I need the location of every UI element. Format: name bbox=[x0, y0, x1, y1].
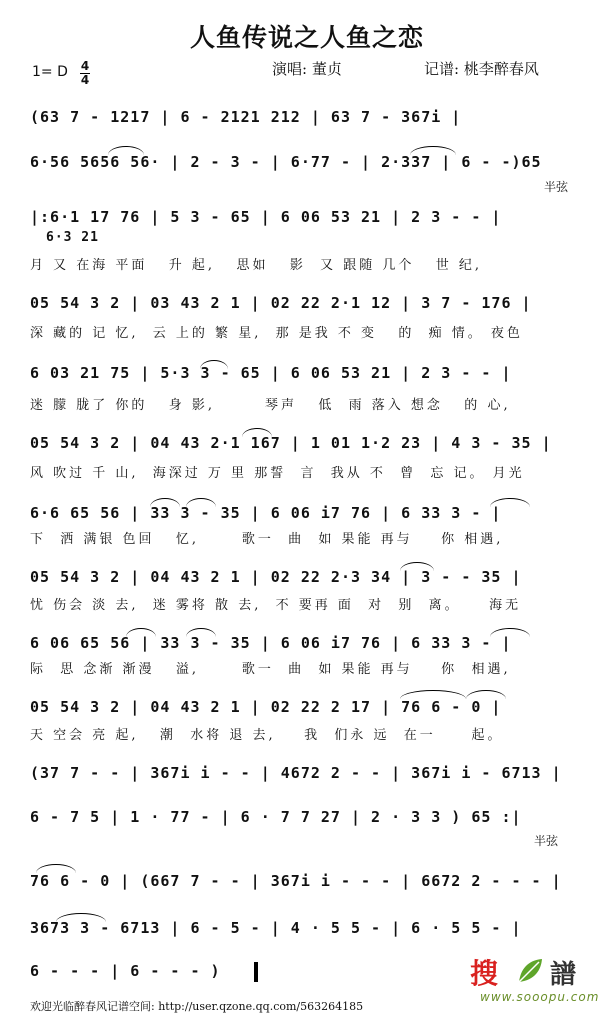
notation-line: 05 54 3 2 | 04 43 2 1 | 02 22 2 17 | 76 6 - 0 | bbox=[30, 698, 502, 716]
score-row bbox=[30, 206, 582, 228]
lyric-line: 月 又 在海 平面 升 起, 思如 影 又 跟随 几个 世 纪, bbox=[30, 258, 483, 273]
footer-text: 欢迎光临醉春风记谱空间: http://user.qzone.qq.com/563264185 bbox=[30, 1000, 364, 1013]
lyric-line: 风 吹过 千 山, 海深过 万 里 那誓 言 我从 不 曾 忘 记。 月光 bbox=[30, 466, 525, 481]
notation-line: 05 54 3 2 | 03 43 2 1 | 02 22 2·1 12 | 3 7 - 176 | bbox=[30, 294, 532, 312]
notation-line: 05 54 3 2 | 04 43 2·1 167 | 1 01 1·2 23 | 4 3 - 35 | bbox=[30, 434, 552, 452]
side-note: 半弦 bbox=[534, 834, 559, 848]
slur-mark bbox=[410, 146, 456, 155]
singer-credit: 演唱: 董贞 bbox=[272, 60, 342, 78]
notation-line: 6 06 65 56 | 33 3 - 35 | 6 06 i7 76 | 6 33 3 - | bbox=[30, 634, 512, 652]
score-row bbox=[30, 362, 582, 384]
notation-line: 6·56 5656 56· | 2 - 3 - | 6·77 - | 2·337 | 6 - -)65 bbox=[30, 153, 542, 171]
notation-line: (37 7 - - | 367i i - - | 4672 2 - - | 367i i - 6713 | bbox=[30, 764, 562, 782]
notation-line: |:6·1 17 76 | 5 3 - 65 | 6 06 53 21 | 2 3 - - | bbox=[30, 208, 502, 226]
final-barline bbox=[254, 962, 258, 982]
logo-left-char: 搜 bbox=[470, 957, 499, 990]
notation-line: 6 - 7 5 | 1 · 77 - | 6 · 7 7 27 | 2 · 3 3 ) 65 :| bbox=[30, 808, 522, 826]
slur-mark bbox=[400, 690, 466, 699]
score-row bbox=[30, 566, 582, 588]
site-logo bbox=[470, 952, 600, 1012]
slur-mark bbox=[466, 690, 506, 699]
score-row bbox=[30, 917, 582, 939]
notation-line: 6 - - - | 6 - - - ) bbox=[30, 962, 221, 980]
score-row bbox=[30, 292, 582, 314]
time-signature bbox=[80, 60, 90, 87]
slur-mark bbox=[150, 498, 180, 507]
slur-mark bbox=[56, 913, 106, 922]
lyric-line: 天 空会 亮 起, 潮 水将 退 去, 我 们永 远 在一 起。 bbox=[30, 728, 504, 743]
lyric-line: 际 思 念渐 渐漫 溢, 歌一 曲 如 果能 再与 你 相遇, bbox=[30, 662, 511, 677]
meter-top: 4 bbox=[80, 59, 90, 73]
slur-mark bbox=[400, 562, 434, 571]
score-row bbox=[30, 960, 260, 982]
score-row bbox=[30, 432, 582, 454]
notation-line: 6 03 21 75 | 5·3 3 - 65 | 6 06 53 21 | 2 3 - - | bbox=[30, 364, 512, 382]
score-row bbox=[30, 106, 582, 128]
slur-mark bbox=[36, 864, 76, 873]
score-row bbox=[30, 806, 582, 828]
score-row bbox=[30, 762, 582, 784]
lyric-line: 下 洒 满银 色回 忆, 歌一 曲 如 果能 再与 你 相遇, bbox=[30, 532, 504, 547]
side-note: 半弦 bbox=[544, 180, 569, 194]
lyric-line: 深 藏的 记 忆, 云 上的 繁 星, 那 是我 不 变 的 痴 情。 夜色 bbox=[30, 326, 523, 341]
notation-line: 05 54 3 2 | 04 43 2 1 | 02 22 2·3 34 | 3 - - 35 | bbox=[30, 568, 522, 586]
score-row bbox=[30, 870, 582, 892]
key-signature: 1= D bbox=[32, 64, 68, 80]
notation-line: 3673 3 - 6713 | 6 - 5 - | 4 · 5 5 - | 6 · 5 5 - | bbox=[30, 919, 522, 937]
slur-mark bbox=[108, 146, 144, 155]
notation-line: 6·6 65 56 | 33 3 - 35 | 6 06 i7 76 | 6 33 3 - | bbox=[30, 504, 502, 522]
meter-bottom: 4 bbox=[80, 73, 90, 87]
slur-mark bbox=[186, 628, 216, 637]
slur-mark bbox=[490, 498, 530, 507]
song-title: 人鱼传说之人鱼之恋 bbox=[189, 23, 424, 52]
alt-voice-line: 6·3 21 bbox=[46, 229, 99, 245]
leaf-icon bbox=[515, 956, 545, 986]
slur-mark bbox=[490, 628, 530, 637]
logo-right-char: 譜 bbox=[550, 960, 577, 990]
slur-mark bbox=[242, 428, 272, 437]
slur-mark bbox=[126, 628, 156, 637]
notation-line: 76 6 - 0 | (667 7 - - | 367i i - - - | 6672 2 - - - | bbox=[30, 872, 562, 890]
logo-url: www.sooopu.com bbox=[480, 990, 600, 1004]
slur-mark bbox=[186, 498, 216, 507]
transcriber-credit: 记谱: 桃李醉春风 bbox=[424, 60, 539, 78]
score-row bbox=[30, 696, 582, 718]
notation-line: (63 7 - 1217 | 6 - 2121 212 | 63 7 - 367i | bbox=[30, 108, 462, 126]
lyric-line: 迷 朦 胧了 你的 身 影, 琴声 低 雨 落入 想念 的 心, bbox=[30, 398, 511, 413]
lyric-line: 忧 伤会 淡 去, 迷 雾将 散 去, 不 要再 面 对 别 离。 海无 bbox=[30, 598, 522, 613]
